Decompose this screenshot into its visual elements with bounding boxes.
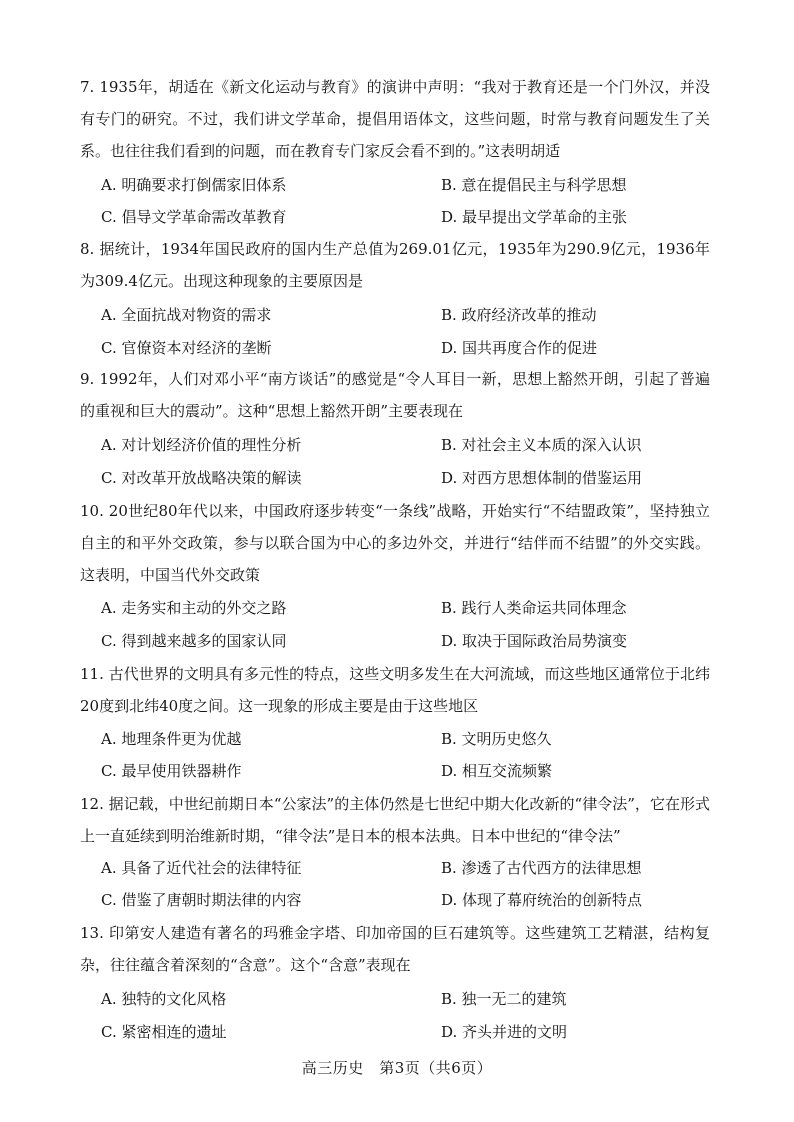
question-9-option-d: D. 对西方思想体制的借鉴运用 [441,469,643,487]
question-11-option-b: B. 文明历史悠久 [441,730,552,748]
question-13-option-c: C. 紧密相连的遗址 [101,1023,227,1041]
page-footer: 高三历史 第3页（共6页） [301,1059,493,1077]
question-8-option-d: D. 国共再度合作的促进 [441,339,598,357]
question-10-option-c: C. 得到越来越多的国家认同 [101,632,287,650]
question-12-option-d: D. 体现了幕府统治的创新特点 [441,891,643,909]
question-8-option-c: C. 官僚资本对经济的垄断 [101,339,272,357]
question-12-option-b: B. 渗透了古代西方的法律思想 [441,859,642,877]
question-12-option-c: C. 借鉴了唐朝时期法律的内容 [101,891,302,909]
question-11-stem: 11. 古代世界的文明具有多元性的特点，这些文明多发生在大河流域，而这些地区通常位于北纬20度到北纬40度之间。这一现象的形成主要是由于这些地区 [80,665,710,715]
question-7-option-a: A. 明确要求打倒儒家旧体系 [101,176,287,194]
question-9-option-a: A. 对计划经济价值的理性分析 [101,436,302,454]
question-13-option-a: A. 独特的文化风格 [101,990,227,1008]
question-7-option-d: D. 最早提出文学革命的主张 [441,208,628,226]
question-8-stem: 8. 据统计，1934年国民政府的国内生产总值为269.01亿元，1935年为290.9亿元，1936年为309.4亿元。出现这种现象的主要原因是 [80,240,710,290]
question-7-option-c: C. 倡导文学革命需改革教育 [101,208,287,226]
question-11-option-c: C. 最早使用铁器耕作 [101,762,242,780]
question-13-option-b: B. 独一无二的建筑 [441,990,567,1008]
question-9-option-b: B. 对社会主义本质的深入认识 [441,436,642,454]
question-8-option-b: B. 政府经济改革的推动 [441,306,597,324]
question-13-stem: 13. 印第安人建造有著名的玛雅金字塔、印加帝国的巨石建筑等。这些建筑工艺精湛，结构复杂，往往蕴含着深刻的“含意”。这个“含意”表现在 [80,924,710,974]
question-7-option-b: B. 意在提倡民主与科学思想 [441,176,627,194]
question-11-option-d: D. 相互交流频繁 [441,762,553,780]
question-10-stem: 10. 20世纪80年代以来，中国政府逐步转变“一条线”战略，开始实行“不结盟政策”，坚持独立自主的和平外交政策，参与以联合国为中心的多边外交，并进行“结伴而不结盟”的外交实践。这表明，中国当代外交政策 [80,502,710,584]
question-10-option-d: D. 取决于国际政治局势演变 [441,632,628,650]
question-10-option-b: B. 践行人类命运共同体理念 [441,599,627,617]
question-12-stem: 12. 据记载，中世纪前期日本“公家法”的主体仍然是七世纪中期大化改新的“律令法”，它在形式上一直延续到明治维新时期，“律令法”是日本的根本法典。日本中世纪的“律令法” [80,795,710,845]
question-13-option-d: D. 齐头并进的文明 [441,1023,568,1041]
question-10-option-a: A. 走务实和主动的外交之路 [101,599,287,617]
question-8-option-a: A. 全面抗战对物资的需求 [101,306,272,324]
question-11-option-a: A. 地理条件更为优越 [101,730,242,748]
question-9-stem: 9. 1992年，人们对邓小平“南方谈话”的感觉是“令人耳目一新，思想上豁然开朗，引起了普遍的重视和巨大的震动”。这种“思想上豁然开朗”主要表现在 [80,370,710,420]
question-7-stem: 7. 1935年，胡适在《新文化运动与教育》的演讲中声明：“我对于教育还是一个门外汉，并没有专门的研究。不过，我们讲文学革命，提倡用语体文，这些问题，时常与教育问题发生了关系。也往往我们看到的问题，而在教育专门家反会看不到的。”这表明胡适 [80,78,710,160]
question-12-option-a: A. 具备了近代社会的法律特征 [101,859,302,877]
question-9-option-c: C. 对改革开放战略决策的解读 [101,469,302,487]
